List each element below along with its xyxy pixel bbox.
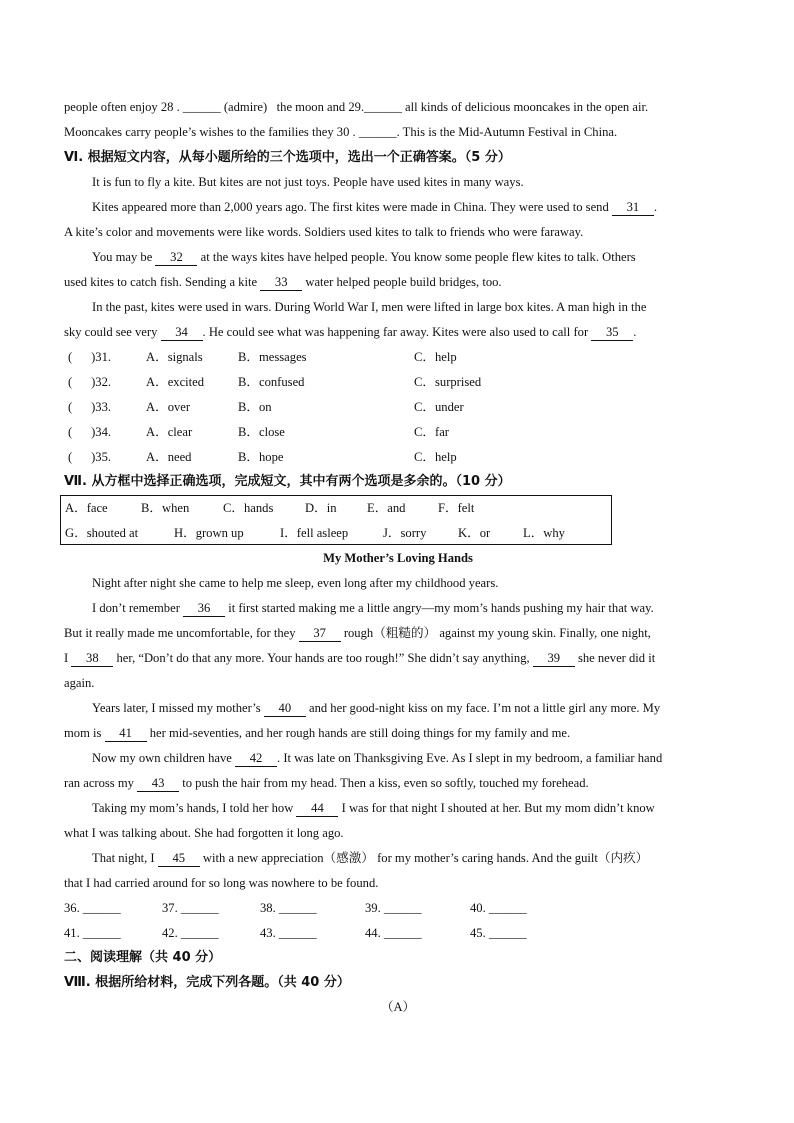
text: . He could see what was happening far away. Kites were also used to call for — [202, 325, 592, 339]
passage-line: again. — [64, 676, 95, 690]
text: to push the hair from my head. Then a kiss, even so softly, touched my forehead. — [179, 776, 589, 790]
answer-row — [64, 921, 732, 946]
option-b[interactable]: B．confused — [238, 375, 305, 389]
text: with a new appreciation（感激） for my mother’s caring hands. And the guilt（内疚） — [199, 851, 649, 865]
answer-field[interactable]: 38. ______ — [260, 901, 317, 915]
text: rough（粗糙的） against my young skin. Finally, one night, — [340, 626, 651, 640]
question-number[interactable]: ( )31. — [68, 350, 112, 364]
word-bank-row — [65, 496, 611, 521]
blank-31[interactable]: 31 — [612, 199, 654, 216]
text: sky could see very — [64, 325, 161, 339]
text: all kinds of delicious mooncakes in the open air. — [401, 100, 649, 114]
text: I — [64, 651, 72, 665]
passage-line — [92, 846, 732, 871]
text: I was for that night I shouted at her. But my mom didn’t know — [338, 801, 655, 815]
word-bank-option: F．felt — [438, 501, 475, 515]
word-bank-option: K．or — [458, 526, 491, 540]
option-c[interactable]: C．under — [414, 400, 464, 414]
option-c[interactable]: C．help — [414, 350, 457, 364]
text: at the ways kites have helped people. You know some people flew kites to talk. Others — [197, 250, 636, 264]
answer-field[interactable]: 37. ______ — [162, 901, 219, 915]
passage-line: In the past, kites were used in wars. During World War I, men were lifted in large box kites. A man high in the — [92, 300, 647, 314]
word-bank-option: L．why — [523, 526, 565, 540]
passage-title: My Mother’s Loving Hands — [323, 551, 473, 565]
question-number[interactable]: ( )35. — [68, 450, 112, 464]
blank-37[interactable]: 37 — [299, 625, 341, 642]
text: . This is the Mid-Autumn Festival in China. — [396, 125, 618, 139]
word-bank-option: I．fell asleep — [280, 526, 349, 540]
blank-36[interactable]: 36 — [183, 600, 225, 617]
text: her, “Don’t do that any more. Your hands are too rough!” She didn’t say anything, — [113, 651, 533, 665]
word-bank-option: C．hands — [223, 501, 274, 515]
word-bank-option: G．shouted at — [65, 526, 139, 540]
text: That night, I — [92, 851, 158, 865]
blank-35[interactable]: 35 — [591, 324, 633, 341]
section-7-heading: Ⅶ. 从方框中选择正确选项，完成短文，其中有两个选项是多余的。（10 分） — [64, 474, 511, 489]
question-35 — [64, 445, 732, 470]
passage-line: A kite’s color and movements were like words. Soldiers used kites to talk to friends who were faraway. — [64, 225, 584, 239]
option-c[interactable]: C．surprised — [414, 375, 482, 389]
text: But it really made me uncomfortable, for they — [64, 626, 299, 640]
blank-44[interactable]: 44 — [296, 800, 338, 817]
passage-line: what I was talking about. She had forgotten it long ago. — [64, 826, 344, 840]
text: (admire) the moon and 29. — [220, 100, 365, 114]
answer-blank-28[interactable]: ______ — [182, 100, 221, 114]
text: I don’t remember — [92, 601, 184, 615]
passage-line — [92, 696, 732, 721]
text: Kites appeared more than 2,000 years ago. The first kites were made in China. They were used to send — [92, 200, 612, 214]
text: water helped people build bridges, too. — [302, 275, 502, 289]
word-bank-option: B．when — [141, 501, 190, 515]
option-b[interactable]: B．hope — [238, 450, 284, 464]
passage-line — [64, 270, 732, 295]
answer-blank-30[interactable]: ______ — [358, 125, 397, 139]
answer-blank-29[interactable]: ______ — [364, 100, 402, 114]
text: and her good-night kiss on my face. I’m not a little girl any more. My — [305, 701, 661, 715]
blank-39[interactable]: 39 — [533, 650, 575, 667]
text: she never did it — [574, 651, 656, 665]
option-a[interactable]: A．signals — [146, 350, 203, 364]
answer-field[interactable]: 44. ______ — [365, 926, 422, 940]
passage-line — [64, 120, 732, 145]
option-b[interactable]: B．messages — [238, 350, 307, 364]
option-a[interactable]: A．clear — [146, 425, 193, 439]
answer-field[interactable]: 42. ______ — [162, 926, 219, 940]
question-number[interactable]: ( )32. — [68, 375, 112, 389]
answer-field[interactable]: 43. ______ — [260, 926, 317, 940]
blank-41[interactable]: 41 — [105, 725, 147, 742]
passage-line: It is fun to fly a kite. But kites are not just toys. People have used kites in many ways. — [92, 175, 524, 189]
passage-line — [92, 245, 732, 270]
option-b[interactable]: B．on — [238, 400, 272, 414]
section-8-heading: Ⅷ. 根据所给材料，完成下列各题。（共 40 分） — [64, 975, 350, 990]
passage-line: Night after night she came to help me sleep, even long after my childhood years. — [92, 576, 499, 590]
passage-line — [92, 596, 732, 621]
section-6-heading: Ⅵ. 根据短文内容，从每小题所给的三个选项中，选出一个正确答案。（5 分） — [64, 150, 511, 165]
text: mom is — [64, 726, 105, 740]
answer-field[interactable]: 45. ______ — [470, 926, 527, 940]
question-34 — [64, 420, 732, 445]
blank-42[interactable]: 42 — [235, 750, 277, 767]
question-number[interactable]: ( )34. — [68, 425, 112, 439]
text: Years later, I missed my mother’s — [92, 701, 264, 715]
passage-line — [64, 771, 732, 796]
passage-line — [64, 621, 732, 646]
question-number[interactable]: ( )33. — [68, 400, 112, 414]
text: . — [633, 325, 637, 339]
passage-label: （A） — [380, 1000, 416, 1014]
word-bank-option: J．sorry — [383, 526, 427, 540]
answer-field[interactable]: 39. ______ — [365, 901, 422, 915]
passage-line — [64, 320, 732, 345]
question-31 — [64, 345, 732, 370]
answer-field[interactable]: 40. ______ — [470, 901, 527, 915]
answer-field[interactable]: 41. ______ — [64, 926, 121, 940]
option-a[interactable]: A．over — [146, 400, 191, 414]
question-32 — [64, 370, 732, 395]
text: used kites to catch fish. Sending a kite — [64, 275, 261, 289]
text: people often enjoy 28 . — [64, 100, 183, 114]
blank-38[interactable]: 38 — [71, 650, 113, 667]
passage-line — [92, 796, 732, 821]
blank-32[interactable]: 32 — [155, 249, 197, 266]
passage-line: that I had carried around for so long was nowhere to be found. — [64, 876, 379, 890]
text: her mid-seventies, and her rough hands are still doing things for my family and me. — [146, 726, 571, 740]
passage-line — [92, 746, 732, 771]
passage-line — [64, 646, 732, 671]
text: . — [653, 200, 658, 214]
text: Taking my mom’s hands, I told her how — [92, 801, 297, 815]
option-a[interactable]: A．excited — [146, 375, 205, 389]
text: . It was late on Thanksgiving Eve. As I slept in my bedroom, a familiar hand — [277, 751, 663, 765]
text: Mooncakes carry people’s wishes to the families they 30 . — [64, 125, 359, 139]
blank-34[interactable]: 34 — [161, 324, 203, 341]
option-c[interactable]: C．far — [414, 425, 449, 439]
word-bank-option: A．face — [65, 501, 108, 515]
text: it first started making me a little angry—my mom’s hands pushing my hair that way. — [225, 601, 654, 615]
text: Now my own children have — [92, 751, 236, 765]
question-33 — [64, 395, 732, 420]
word-bank-box — [60, 495, 612, 545]
blank-45[interactable]: 45 — [158, 850, 200, 867]
word-bank-row — [65, 521, 611, 546]
word-bank-option: H．grown up — [174, 526, 244, 540]
answer-field[interactable]: 36. ______ — [64, 901, 121, 915]
passage-line — [64, 95, 732, 120]
option-a[interactable]: A．need — [146, 450, 192, 464]
blank-33[interactable]: 33 — [260, 274, 302, 291]
text: ran across my — [64, 776, 138, 790]
word-bank-option: D．in — [305, 501, 337, 515]
part-2-heading: 二、阅读理解（共 40 分） — [64, 950, 222, 965]
text: You may be — [92, 250, 156, 264]
word-bank-option: E．and — [367, 501, 406, 515]
option-b[interactable]: B．close — [238, 425, 285, 439]
blank-40[interactable]: 40 — [264, 700, 306, 717]
option-c[interactable]: C．help — [414, 450, 457, 464]
passage-line — [92, 195, 732, 220]
blank-43[interactable]: 43 — [137, 775, 179, 792]
answer-row — [64, 896, 732, 921]
passage-line — [64, 721, 732, 746]
